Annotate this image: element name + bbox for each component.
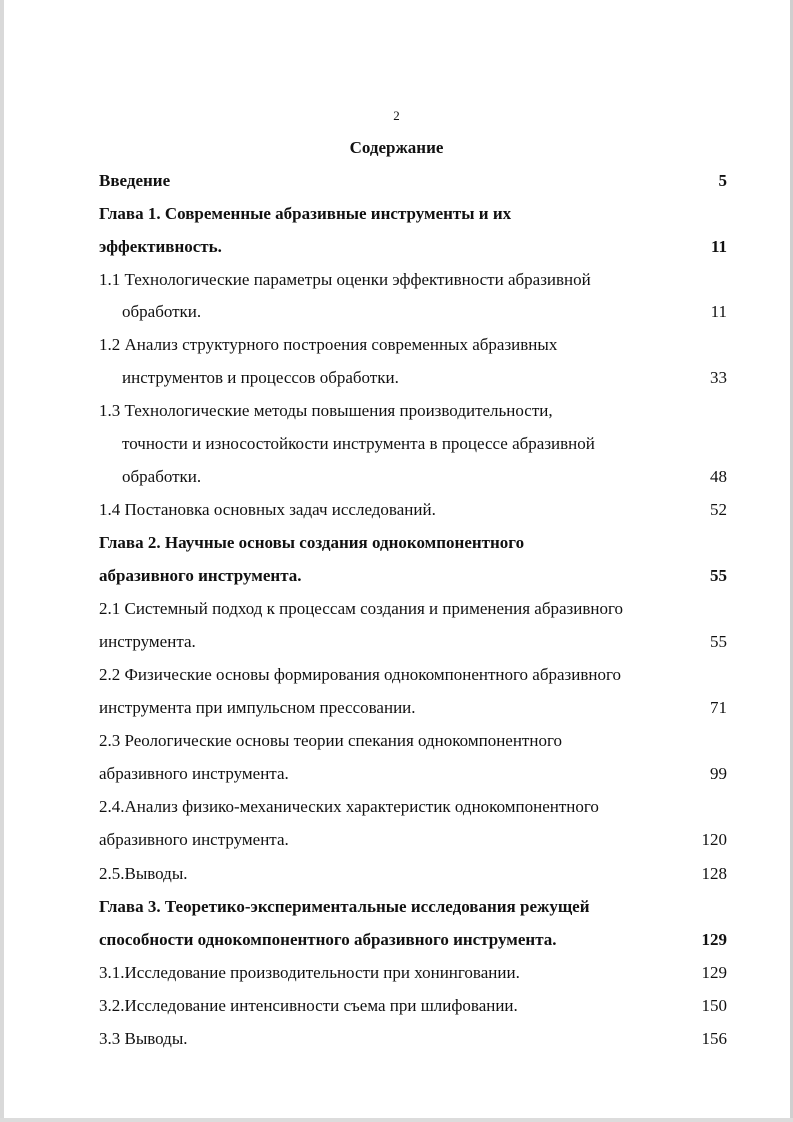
toc-entry-1-3-cont-2	[0, 467, 793, 491]
toc-entry-text: 1.3 Технологические методы повышения производительности,	[99, 401, 553, 420]
toc-entry-text: способности однокомпонентного абразивного инструмента.	[99, 930, 557, 949]
toc-entry-page: 120	[701, 830, 727, 849]
toc-entry-3-2	[0, 996, 793, 1020]
toc-entry-page: 48	[710, 467, 727, 486]
toc-entry-text: 2.2 Физические основы формирования однокомпонентного абразивного	[99, 665, 622, 684]
scan-edge-bottom	[0, 1118, 793, 1122]
toc-entry-chapter-2	[0, 533, 793, 557]
toc-entry-1-2-cont	[0, 368, 793, 392]
toc-entry-2-1	[0, 599, 793, 623]
toc-entry-page: 129	[701, 963, 727, 982]
toc-entry-page: 55	[710, 632, 727, 651]
toc-entry-text: 1.1 Технологические параметры оценки эффективности абразивной	[99, 270, 591, 289]
toc-entry-text: 3.2.Исследование интенсивности съема при шлифовании.	[99, 996, 518, 1015]
toc-entry-text: 1.4 Постановка основных задач исследований.	[99, 500, 436, 519]
toc-entry-2-3	[0, 731, 793, 755]
toc-entry-2-2-cont	[0, 698, 793, 722]
toc-entry-chapter-2-cont	[0, 566, 793, 590]
toc-entry-page: 55	[710, 566, 727, 585]
toc-entry-1-1	[0, 270, 793, 294]
toc-entry-text: абразивного инструмента.	[99, 566, 302, 585]
toc-entry-text: 3.1.Исследование производительности при хонинговании.	[99, 963, 520, 982]
toc-entry-text: эффективность.	[99, 237, 222, 256]
page-number: 2	[393, 108, 400, 123]
toc-entry-2-3-cont	[0, 764, 793, 788]
toc-entry-page: 71	[710, 698, 727, 717]
toc-entry-page: 150	[701, 996, 727, 1015]
toc-entry-page: 5	[718, 171, 727, 190]
toc-entry-3-1	[0, 963, 793, 987]
toc-entry-text: инструмента при импульсном прессовании.	[99, 698, 416, 717]
toc-entry-text: 3.3 Выводы.	[99, 1029, 188, 1048]
toc-entry-text: 2.1 Системный подход к процессам создания и применения абразивного	[99, 599, 624, 618]
toc-entry-1-2	[0, 335, 793, 359]
toc-entry-text: 1.2 Анализ структурного построения современных абразивных	[99, 335, 558, 354]
toc-entry-2-4	[0, 797, 793, 821]
toc-entry-1-3-cont	[0, 434, 793, 458]
toc-entry-text: обработки.	[122, 302, 202, 321]
toc-entry-page: 33	[710, 368, 727, 387]
toc-entry-text: Введение	[99, 171, 171, 190]
toc-entry-chapter-3	[0, 897, 793, 921]
toc-entry-text: 2.5.Выводы.	[99, 864, 188, 883]
toc-entry-2-1-cont	[0, 632, 793, 656]
toc-entry-1-4	[0, 500, 793, 524]
toc-entry-2-2	[0, 665, 793, 689]
toc-entry-text: инструмента.	[99, 632, 196, 651]
toc-entry-page: 11	[710, 302, 727, 321]
toc-entry-text: Глава 1. Современные абразивные инструменты и их	[99, 204, 512, 223]
toc-entry-text: обработки.	[122, 467, 202, 486]
toc-title: Содержание	[349, 138, 444, 157]
toc-entry-2-5	[0, 864, 793, 888]
toc-entry-1-3	[0, 401, 793, 425]
toc-entry-1-1-cont	[0, 302, 793, 326]
toc-entry-text: 2.3 Реологические основы теории спекания однокомпонентного	[99, 731, 563, 750]
toc-entry-2-4-cont	[0, 830, 793, 854]
toc-entry-text: Глава 2. Научные основы создания однокомпонентного	[99, 533, 525, 552]
toc-entry-page: 128	[701, 864, 727, 883]
toc-entry-page: 11	[710, 237, 727, 256]
toc-entry-chapter-3-cont	[0, 930, 793, 954]
toc-entry-text: точности и износостойкости инструмента в процессе абразивной	[122, 434, 595, 453]
toc-entry-text: Глава 3. Теоретико-экспериментальные исследования режущей	[99, 897, 590, 916]
toc-entry-chapter-1-cont	[0, 237, 793, 261]
toc-entry-3-3	[0, 1029, 793, 1053]
toc-entry-text: 2.4.Анализ физико-механических характеристик однокомпонентного	[99, 797, 599, 816]
toc-entry-introduction	[0, 171, 793, 195]
toc-entry-page: 52	[710, 500, 727, 519]
toc-entry-chapter-1	[0, 204, 793, 228]
toc-entry-text: инструментов и процессов обработки.	[122, 368, 399, 387]
toc-entry-text: абразивного инструмента.	[99, 764, 289, 783]
toc-entry-page: 99	[710, 764, 727, 783]
toc-entry-page: 156	[701, 1029, 727, 1048]
toc-entry-text: абразивного инструмента.	[99, 830, 289, 849]
toc-entry-page: 129	[701, 930, 727, 949]
